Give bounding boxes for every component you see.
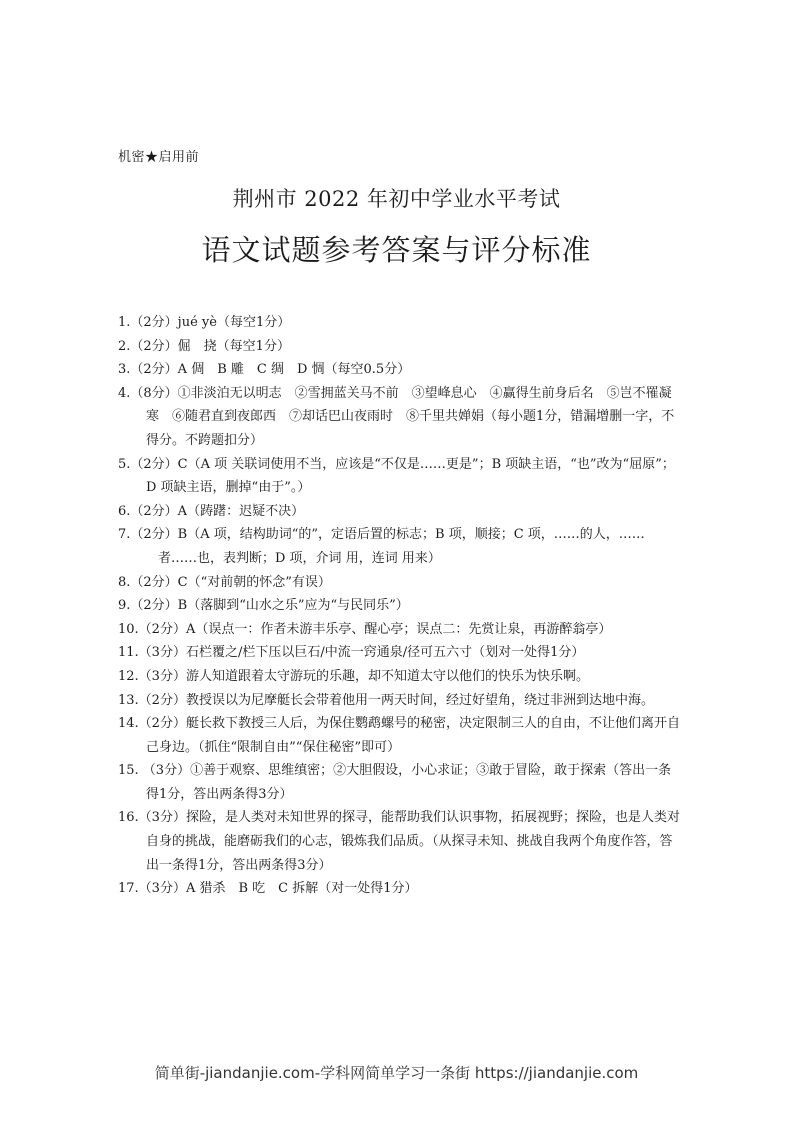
answer-item: 5.（2分）C（A 项 关联词使用不当，应该是“不仅是……更是”；B 项缺主语，“也”改为“屈原”；D 项缺主语，删掉“由于”。） (118, 456, 675, 496)
answer-item: 16.（3分）探险，是人类对未知世界的探寻，能帮助我们认识事物，拓展视野；探险，也是人类对自身的挑战，能磨砺我们的心志，锻炼我们品质。（从探寻未知、挑战自我两个角度作答，答出一条得1分，答出两条得3分） (118, 810, 680, 873)
answer-item: 8.（2分）C（“对前朝的怀念”有误） (118, 574, 331, 590)
answer-item: 13.（2分）教授误以为尼摩艇长会带着他用一两天时间，经过好望角，绕过非洲到达地中海。 (118, 692, 654, 708)
answer-item: 6.（2分）A（踌躇：迟疑不决） (118, 503, 305, 519)
answer-item: 7.（2分）B（A 项，结构助词“的”，定语后置的标志；B 项，顺接；C 项，……的人，……者……也，表判断；D 项，介词 用，连词 用来） (118, 527, 645, 566)
confidential-label: 机密★启用前 (118, 150, 200, 165)
answer-item: 17.（3分）A 猎杀 B 吃 C 拆解（对一处得1分） (118, 881, 418, 897)
answer-item: 14.（2分）艇长救下教授三人后，为保住鹦鹉螺号的秘密，决定限制三人的自由，不让他们离开自己身边。（抓住“限制自由”“保住秘密”即可） (118, 716, 680, 755)
footer-watermark: 简单街-jiandanjie.com-学科网简单学习一条街 https://jiandanjie.com (154, 1064, 639, 1082)
answer-list (118, 311, 680, 901)
answer-item: 11.（3分）石栏覆之/栏下压以巨石/中流一窍通泉/径可五六寸（划对一处得1分） (118, 645, 585, 661)
answer-item: 12.（3分）游人知道跟着太守游玩的乐趣，却不知道太守以他们的快乐为快乐啊。 (118, 668, 589, 684)
answer-item: 4.（8分）①非淡泊无以明志 ②雪拥蓝关马不前 ③望峰息心 ④赢得生前身后名 ⑤岂不罹凝寒 ⑥随君直到夜郎西 ⑦却话巴山夜雨时 ⑧千里共婵娟（每小题1分，错漏增删一字，不得分。不跨题扣分） (118, 385, 675, 448)
answer-item: 9.（2分）B（落脚到“山水之乐”应为“与民同乐”） (118, 598, 409, 614)
exam-title: 荆州市 2022 年初中学业水平考试 (232, 187, 561, 211)
answer-item: 15. （3分）①善于观察、思维缜密；②大胆假设，小心求证；③敢于冒险，敢于探索（答出一条得1分，答出两条得3分） (118, 763, 672, 802)
answer-item: 2.（2分）倔 挠（每空1分） (118, 338, 290, 354)
answer-item: 3.（2分）A 倜 B 雕 C 绸 D 惆（每空0.5分） (118, 362, 411, 378)
answer-item: 10.（2分）A（误点一：作者未游丰乐亭、醒心亭；误点二：先赏让泉，再游醉翁亭） (118, 621, 612, 637)
answer-item: 1.（2分）jué yè（每空1分） (118, 315, 291, 330)
document-title: 语文试题参考答案与评分标准 (201, 233, 592, 267)
